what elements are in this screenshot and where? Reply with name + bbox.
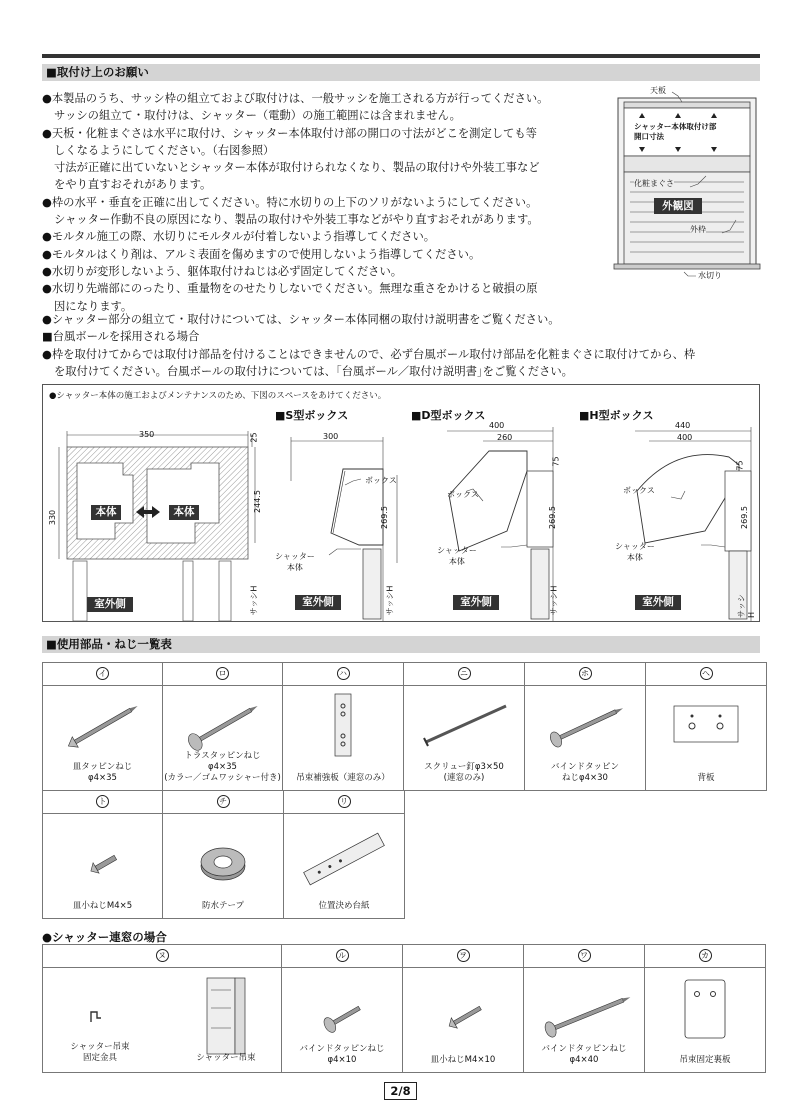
- top-rule: [42, 54, 760, 58]
- part-key-cell: [283, 663, 404, 686]
- part-key-cell: [284, 791, 405, 814]
- label-opening-size: シャッター本体取付け部 開口寸法: [634, 122, 744, 142]
- label-keshou-magusa: 化粧まぐさ: [634, 179, 674, 188]
- part-key-cell: [163, 663, 283, 686]
- part-cell: [283, 686, 404, 791]
- post-fixing-back-plate-icon: [645, 968, 765, 1048]
- dim-244-5: 244.5: [252, 490, 262, 513]
- part-key-cell: [43, 791, 163, 814]
- request-line: を取付けてください。台風ボールの取付けについては、｢台風ボール／取付け説明書｣をご覧ください。: [54, 364, 573, 378]
- part-cell: [645, 968, 766, 1073]
- h-box-title: ■H型ボックス: [579, 409, 654, 422]
- part-key-cell: [525, 663, 646, 686]
- part-key: リ: [338, 795, 351, 808]
- part-label: 皿小ねじM4×10: [430, 1055, 496, 1065]
- part-cell: [43, 968, 282, 1073]
- bind-tapping-screw-icon: [525, 686, 645, 756]
- part-label: バインドタッピン ねじφ4×30: [550, 762, 619, 783]
- installation-requests-wide: [42, 311, 762, 380]
- request-line: ●本製品のうち、サッシ枠の組立ておよび取付けは、一般サッシを施工される方が行ってください。: [42, 92, 549, 105]
- request-line: ●シャッター部分の組立て・取付けについては、シャッター本体同梱の取付け説明書をご覧ください。: [42, 313, 560, 326]
- part-cell: [163, 814, 284, 919]
- sash-h-left: サッシH: [249, 585, 259, 616]
- label-tenban: 天板: [650, 86, 666, 95]
- h-box-drawing: [591, 421, 761, 621]
- part-label: 防水テープ: [201, 901, 245, 911]
- h-dim-440: 440: [675, 421, 691, 430]
- dim-330: 330: [48, 509, 58, 526]
- sash-h-s: サッシH: [385, 585, 395, 616]
- part-key-cell: [282, 945, 403, 968]
- part-cell: [403, 968, 524, 1073]
- request-line: 因になります。: [54, 299, 133, 313]
- parts-table-row1: [42, 662, 767, 791]
- part-key: ホ: [579, 667, 592, 680]
- section-title-parts: ■使用部品・ねじ一覧表: [42, 636, 760, 653]
- part-cell: [525, 686, 646, 791]
- flat-machine-screw-m4x10-icon: [403, 968, 523, 1048]
- request-line: ●天板・化粧まぐさは水平に取付け、シャッター本体取付け部の開口の寸法がどこを測定しても等: [42, 126, 537, 140]
- s-box-title: ■S型ボックス: [275, 409, 349, 422]
- dim-350: 350: [139, 430, 155, 439]
- page-number: 2/8: [384, 1082, 417, 1100]
- request-line: ■台風ボールを採用される場合: [42, 330, 200, 344]
- sash-h-h: サッシH: [737, 594, 756, 618]
- part-key-cell: [403, 945, 524, 968]
- part-key-cell: [646, 663, 767, 686]
- s-dim-300: 300: [323, 432, 339, 441]
- d-dim-260: 260: [497, 433, 513, 442]
- part-key: ル: [336, 949, 349, 962]
- d-box-drawing: [411, 421, 561, 621]
- installation-requests: [42, 90, 607, 315]
- part-key: ハ: [337, 667, 350, 680]
- outside-label-h: 室外側: [635, 595, 681, 610]
- exterior-view-figure: [612, 80, 762, 285]
- part-label: 位置決め台紙: [318, 901, 370, 911]
- part-key: チ: [217, 795, 230, 808]
- plan-view-drawing: [43, 385, 273, 621]
- section-title-linked-window: ●シャッター連窓の場合: [42, 930, 167, 944]
- s-dim-269-5: 269.5: [379, 506, 389, 529]
- part-label: 吊束補強板（連窓のみ）: [296, 773, 390, 783]
- part-cell: [282, 968, 403, 1073]
- request-line: ●枠を取付けてからでは取付け部品を付けることはできませんので、必ず台風ボール取付け部品を化粧まぐさに取付けてから、枠: [42, 347, 696, 361]
- d-dim-269-5: 269.5: [547, 506, 557, 529]
- part-cell: [163, 686, 283, 791]
- h-dim-75: 75: [735, 460, 745, 471]
- d-box-label: ボックス: [447, 490, 479, 499]
- outside-label-s: 室外側: [295, 595, 341, 610]
- part-key-cell: [404, 663, 525, 686]
- request-line: しくなるようにしてください。（右図参照）: [54, 143, 275, 157]
- screw-nail-icon: [404, 686, 524, 756]
- h-dim-400: 400: [677, 433, 693, 442]
- s-shutter-label: シャッター 本体: [275, 552, 315, 572]
- d-dim-75: 75: [551, 456, 561, 467]
- body-label-2: 本体: [169, 505, 199, 520]
- part-label: トラスタッピンねじ φ4×35 (カラー／ゴムワッシャー付き): [164, 751, 281, 783]
- sash-h-d: サッシH: [549, 585, 559, 616]
- reinforcement-plate-icon: [283, 686, 403, 766]
- part-key-cell: [43, 945, 282, 968]
- part-cell: [404, 686, 525, 791]
- part-label: 背板: [697, 773, 715, 783]
- flat-machine-screw-icon: [43, 814, 162, 894]
- d-dim-400: 400: [489, 421, 505, 430]
- part-cell: [524, 968, 645, 1073]
- body-label-1: 本体: [91, 505, 121, 520]
- exterior-view-title: 外観図: [654, 198, 702, 214]
- part-key-cell: [163, 791, 284, 814]
- part-key: ト: [96, 795, 109, 808]
- part-key-cell: [524, 945, 645, 968]
- parts-table-row2: [42, 790, 405, 919]
- waterproof-tape-icon: [163, 814, 283, 894]
- part-label: シャッター吊束: [196, 1053, 256, 1063]
- part-cell: [646, 686, 767, 791]
- part-key: ヌ: [156, 949, 169, 962]
- part-label: 吊束固定裏板: [679, 1055, 731, 1065]
- request-line: シャッター作動不良の原因になり、製品の取付けや外装工事などがやり直すおそれがあります。: [54, 213, 539, 227]
- part-key: イ: [96, 667, 109, 680]
- request-line: サッシの組立て・取付けは、シャッター（電動）の施工範囲には含まれません。: [54, 109, 461, 123]
- request-line: ●モルタルはくり剤は、アルミ表面を傷めますので使用しないよう指導してください。: [42, 247, 481, 261]
- clearance-note: ●シャッター本体の施工およびメンテナンスのため、下図のスペースをあけてください。: [49, 391, 387, 401]
- part-label: バインドタッピンねじ φ4×40: [541, 1044, 627, 1065]
- truss-tapping-screw-icon: [163, 686, 282, 756]
- bind-tapping-screw-long-icon: [524, 968, 644, 1048]
- request-line: をやり直すおそれがあります。: [54, 178, 212, 192]
- s-box-label: ボックス: [365, 476, 397, 485]
- part-key: ヲ: [457, 949, 470, 962]
- part-cell: [43, 814, 163, 919]
- h-dim-269-5: 269.5: [739, 506, 749, 529]
- section-title-installation: ■取付け上のお願い: [42, 64, 760, 81]
- flat-tapping-screw-icon: [43, 686, 162, 756]
- h-shutter-label: シャッター 本体: [615, 542, 655, 562]
- label-mizukiri: 水切り: [698, 271, 722, 280]
- request-line: ●水切りが変形しないよう、躯体取付けねじは必ず固定してください。: [42, 264, 403, 278]
- back-plate-icon: [646, 686, 766, 756]
- d-shutter-label: シャッター 本体: [437, 546, 477, 566]
- positioning-template-icon: [284, 814, 404, 894]
- part-label: バインドタッピンねじ φ4×10: [299, 1044, 385, 1065]
- part-cell: [284, 814, 405, 919]
- bind-tapping-screw-short-icon: [282, 968, 402, 1048]
- part-cell: [43, 686, 163, 791]
- h-box-label: ボックス: [623, 486, 655, 495]
- part-key-cell: [43, 663, 163, 686]
- part-label: スクリュー釘φ3×50 (連窓のみ): [424, 762, 504, 783]
- part-key-cell: [645, 945, 766, 968]
- part-label: 皿小ねじM4×5: [72, 901, 133, 911]
- part-key: ロ: [216, 667, 229, 680]
- part-key: カ: [699, 949, 712, 962]
- label-outer-frame: 外枠: [690, 225, 706, 234]
- part-key: ヘ: [700, 667, 713, 680]
- part-key: ニ: [458, 667, 471, 680]
- outside-label-left: 室外側: [87, 597, 133, 612]
- part-label: シャッター吊束 固定金具: [70, 1042, 130, 1063]
- request-line: ●モルタル施工の際、水切りにモルタルが付着しないよう指導してください。: [42, 230, 436, 244]
- request-line: ●水切り先端部にのったり、重量物をのせたりしないでください。無理な重さをかけると破損の原: [42, 282, 538, 296]
- d-box-title: ■D型ボックス: [411, 409, 486, 422]
- part-key: ワ: [578, 949, 591, 962]
- linked-window-parts-table: [42, 944, 766, 1073]
- outside-label-d: 室外側: [453, 595, 499, 610]
- request-line: ●枠の水平・垂直を正確に出してください。特に水切りの上下のソリがないようにしてください。: [42, 195, 538, 209]
- part-label: 皿タッピンねじ φ4×35: [72, 762, 133, 783]
- request-line: 寸法が正確に出ていないとシャッター本体が取付けられなくなり、製品の取付けや外装工事など: [54, 161, 540, 175]
- clearance-diagram: [42, 384, 760, 622]
- dim-25-left: 25: [249, 432, 259, 443]
